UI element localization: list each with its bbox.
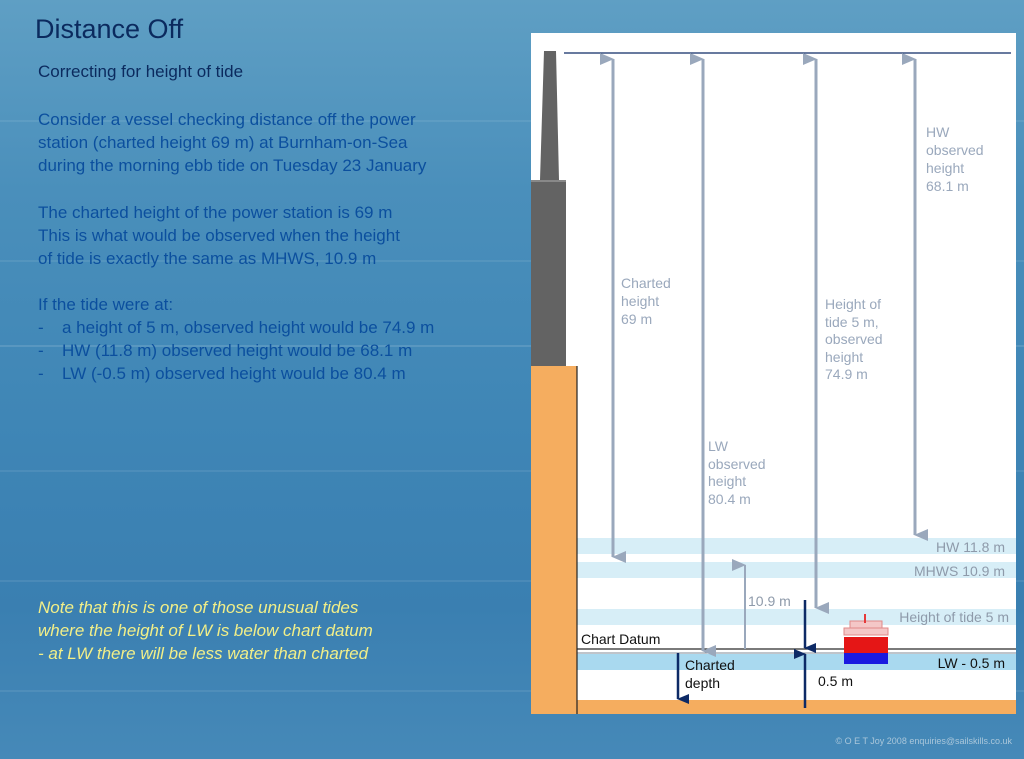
note-paragraph (38, 596, 373, 665)
cases-intro: If the tide were at: (38, 295, 174, 314)
note-line: - at LW there will be less water than charted (38, 644, 369, 663)
cases-paragraph (38, 293, 434, 385)
tide5-level-label: Height of tide 5 m (899, 609, 1009, 625)
lw-label-line: LW (708, 438, 728, 454)
hw-label-line: HW (926, 124, 950, 140)
note-line: Note that this is one of those unusual tides (38, 598, 359, 617)
tide-diagram (531, 33, 1016, 714)
charted-depth-line: Charted (685, 657, 735, 673)
case-text: a height of 5 m, observed height would be 74.9 m (62, 318, 435, 337)
charted-label-line: height (621, 293, 660, 309)
case-text: HW (11.8 m) observed height would be 68.1 m (62, 341, 413, 360)
page-subtitle: Correcting for height of tide (38, 62, 244, 81)
boat-at-lw (844, 637, 888, 664)
intro-line: Consider a vessel checking distance off the power (38, 110, 416, 129)
charted-line: of tide is exactly the same as MHWS, 10.9 m (38, 249, 377, 268)
hw-level-label: HW 11.8 m (936, 539, 1005, 555)
hw-label-line: observed (926, 142, 984, 158)
intro-paragraph (38, 108, 426, 177)
tide5-label-line: observed (825, 331, 883, 347)
copyright-text: © O E T Joy 2008 enquiries@sailskills.co.uk (835, 736, 1012, 746)
case-text: LW (-0.5 m) observed height would be 80.4 m (62, 364, 406, 383)
charted-line: The charted height of the power station is 69 m (38, 203, 393, 222)
tide5-label-line: height (825, 349, 864, 365)
lw-level-label: LW - 0.5 m (937, 655, 1005, 671)
land (531, 366, 577, 714)
lw-label-line: 80.4 m (708, 491, 751, 507)
charted-paragraph (38, 201, 400, 270)
tide5-label-line: tide 5 m, (825, 314, 879, 330)
intro-line: during the morning ebb tide on Tuesday 23 January (38, 156, 427, 175)
charted-line: This is what would be observed when the height (38, 226, 400, 245)
mhws-level-label: MHWS 10.9 m (913, 563, 1005, 579)
case-item: - HW (11.8 m) observed height would be 68.1 m (38, 341, 413, 360)
note-line: where the height of LW is below chart datum (38, 621, 373, 640)
charted-depth-line: depth (685, 675, 721, 691)
case-item: - a height of 5 m, observed height would be 74.9 m (38, 318, 435, 337)
mhws-value-label: 10.9 m (748, 593, 791, 609)
charted-label-line: Charted (621, 275, 671, 291)
tide5-label-line: Height of (825, 296, 882, 312)
tide5-label-line: 74.9 m (825, 366, 868, 382)
intro-line: station (charted height 69 m) at Burnham-on-Sea (38, 133, 408, 152)
chart-datum-label: Chart Datum (581, 631, 661, 647)
lw-label-line: observed (708, 456, 766, 472)
lw-offset-label: 0.5 m (818, 673, 854, 689)
page-title: Distance Off (35, 14, 184, 44)
charted-label-line: 69 m (621, 311, 653, 327)
case-item: - LW (-0.5 m) observed height would be 80.4 m (38, 364, 406, 383)
seabed (531, 700, 1016, 714)
hw-label-line: 68.1 m (926, 178, 969, 194)
lw-label-line: height (708, 473, 747, 489)
hw-label-line: height (926, 160, 965, 176)
